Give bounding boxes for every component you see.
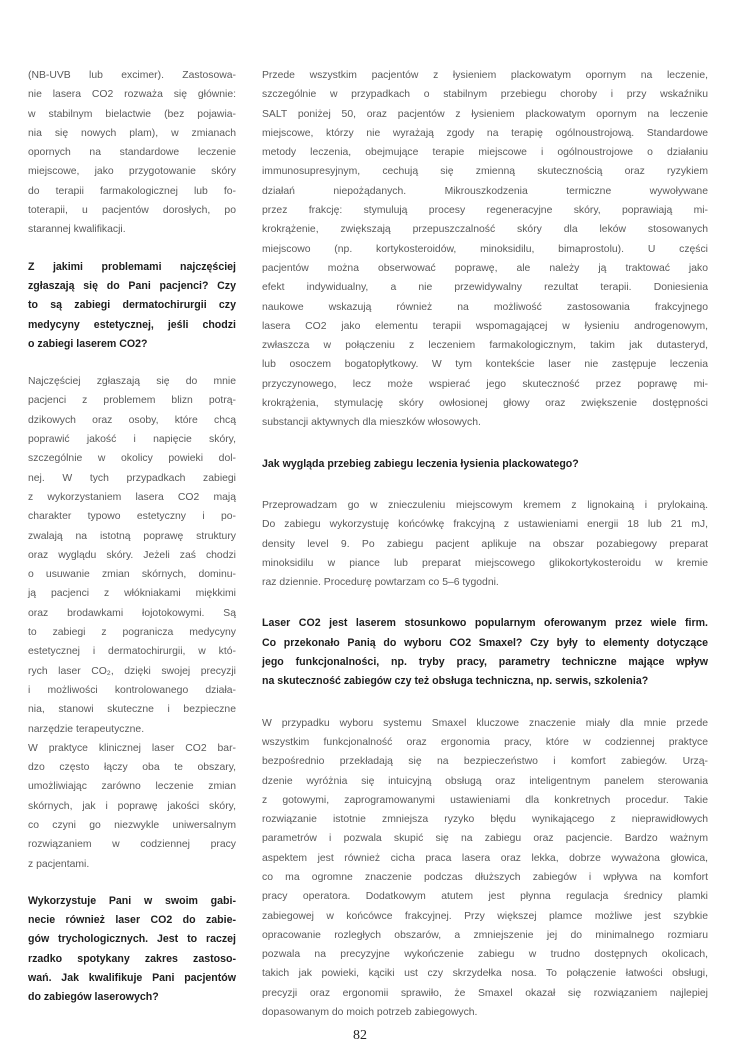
text-line: lub osoczem bogatopłytkowy. W tym kontekście laser nie zastępuje leczenia [262,359,708,371]
text-line: estetycznej i dermatochirurgii, w któ- [28,646,236,658]
text-line: Co przekonało Panią do wyboru CO2 Smaxel? Czy były to elementy dotyczące [262,636,708,649]
text-line: rzadko spotykany zakres zastoso- [28,952,236,965]
text-line: pozwala na precyzyjne wykończenie zabiegu w trudno dostępnych okolicach, [262,949,708,961]
text-line: szczególnie w okolicy powieki dol- [28,453,236,465]
text-line: wszystkim funkcjonalność oraz ergonomia pracy, które w codziennej praktyce [262,736,708,748]
text-line: Do zabiegu wykorzystuję końcówkę frakcyjną z ustawieniami energii 18 lub 21 mJ, [262,519,708,531]
text-line: to są zabiegi dermatochirurgii czy [28,299,236,312]
text-line: W praktyce klinicznej laser CO2 bar- [28,742,236,754]
text-line: charakter typowo estetyczny i po- [28,511,236,523]
text-line: starannej kwalifikacji. [28,224,126,236]
text-line: z pacjentami. [28,858,90,870]
text-line: co czyni go niezwykle uniwersalnym [28,819,236,831]
text-line: co ma ogromne znaczenie podczas dłuższych zabiegów i wpływa na komfort [262,871,708,883]
text-line: Przede wszystkim pacjentów z łysieniem plackowatym opornym na leczenie, [262,70,708,81]
text-line: parametrów i pozwala skupić się na zabiegu oraz pacjencie. Bardzo ważnym [262,833,708,845]
text-line: (NB-UVB lub excimer). Zastosowa- [28,70,236,81]
text-line: dopasowanym do moich potrzeb zabiegowych. [262,1007,478,1019]
text-line: toterapii, u pacjentów dorosłych, po [28,205,236,217]
text-line: medycyny estetycznej, jeśli chodzi [28,318,236,331]
text-line: takich jak powieki, kąciki ust czy skrzydełka nosa. To połączenie łatwości obsługi, [262,968,708,980]
text-line: pacjenci z problemem blizn potrą- [28,395,236,407]
text-line: z wykorzystaniem lasera CO2 mają [28,491,236,503]
text-line: miejscowo (np. kortykosteroidów, minoksidilu, bimaprostolu). U części [262,243,708,255]
text-line: działań niepożądanych. Mikrouszkodzenia termiczne wywoływane [262,185,708,197]
text-line: o zabiegi laserem CO2? [28,337,148,350]
text-line: o usuwanie zmian skórnych, dominu- [28,569,236,581]
text-line: metody leczenia, obejmujące terapie miejscowe i ogólnoustrojowe o działaniu [262,147,708,159]
text-line: lasera CO2 jako elementu terapii wspomagającej w łysieniu androgenowym, [262,320,708,332]
text-line: precyzji oraz ergonomii sprawiło, że Smaxel okazał się rozwiązaniem najlepiej [262,987,708,999]
text-line: gów trychologicznych. Jest to raczej [28,933,236,946]
text-line: aspektem jest również cicha praca lasera oraz lekka, dobrze wyważona głowica, [262,852,708,864]
page-number: 82 [353,1028,367,1043]
text-line: skórnych, jak i poprawę jakości skóry, [28,800,236,812]
text-line: rozwiązanie istotnie zmniejsza ryzyko błędu wynikającego z nieprawidłowych [262,814,708,826]
text-line: na skuteczność zabiegów czy też obsługa techniczna, np. serwis, szkolenia? [262,675,649,688]
text-line: nej. W tych przypadkach zabiegi [28,472,236,484]
text-line: szczególnie w przypadkach o stabilnym przebiegu choroby i przy wskaźniku [262,89,708,101]
text-line: z gotowymi, zaprogramowanymi ustawieniami dla konkretnych procedur. Takie [262,794,708,806]
paragraph [262,66,708,433]
text-line: rozwiązaniem w codziennej pracy [28,839,236,851]
text-line: naukowe wskazują również na możliwość zastosowania frakcyjnego [262,301,708,313]
text-line: Przeprowadzam go w znieczuleniu miejscowym kremem z lignokainą i prylokainą. [262,499,708,511]
text-line: Laser CO2 jest laserem stosunkowo popularnym oferowanym przez wiele firm. [262,617,708,630]
text-line: efekt indywidualny, a nie przewidywalny rezultat terapii. Doniesienia [262,282,708,294]
text-line: oraz brodawkami łojotokowymi. Są [28,607,236,619]
text-line: miejscowe, jako przygotowanie skóry [28,166,236,178]
text-line: wań. Jak kwalifikuje Pani pacjentów [28,972,236,985]
text-line: density level 9. Po zabiegu pacjent aplikuje na obszar pozabiegowy preparat [262,538,708,550]
text-line: umożliwiając zarówno leczenie zmian [28,781,236,793]
section-heading [262,455,708,474]
text-line: dzenie wyróżnia się intuicyjną obsługą oraz inteligentnym panelem sterowania [262,775,708,787]
paragraph [28,372,236,739]
text-line: nia, stanowi skuteczne i bezpieczne [28,704,236,716]
text-line: zwalają na istotną poprawę struktury [28,530,236,542]
text-line: Najczęściej zgłaszają się do mnie [28,376,236,388]
interview-question [28,892,236,1008]
text-line: dzikowych oraz osoby, które chcą [28,414,236,426]
text-line: Z jakimi problemami najczęściej [28,260,236,273]
text-line: zgłaszają się do Pani pacjenci? Czy [28,279,236,292]
text-line: Wykorzystuje Pani w swoim gabi- [28,894,236,907]
text-line: necie również laser CO2 do zabie- [28,914,236,927]
text-line: poprawić jakość i napięcie skóry, [28,434,236,446]
text-line: substancji aktywnych dla mieszków włosowych. [262,417,481,429]
text-line: minoksidilu w piance lub preparat miejscowego glikokortykosteroidu w kremie [262,557,708,569]
text-line: opracowanie rozległych obszarów, a zmniejszenie jej do minimalnego rozmiaru [262,929,708,941]
text-line: opornych na standardowe leczenie [28,147,236,159]
interview-question [28,258,236,354]
text-line: oraz wyglądu skóry. Jeżeli zaś chodzi [28,549,236,561]
text-line: pacjentów można obserwować poprawę, ale należy ją traktować jako [262,262,708,274]
paragraph [262,496,708,592]
text-line: przez frakcję: stymulują procesy regeneracyjne skóry, poprawiają mi- [262,205,708,217]
text-line: narzędzie terapeutyczne. [28,723,145,735]
text-line: immunosupresyjnym, cechują się zmienną skutecznością oraz ryzykiem [262,166,708,178]
text-line: nia się nowych plam), w zmianach [28,127,236,139]
text-line: W przypadku wyboru systemu Smaxel kluczowe znaczenie miały dla mnie przede [262,717,708,729]
interview-question [262,614,708,691]
text-line: do terapii farmakologicznej lub fo- [28,185,236,197]
text-line: i możliwości kontrolowanego działa- [28,684,236,696]
text-line: to zabiegi z pogranicza medycyny [28,627,236,639]
paragraph [262,714,708,1023]
text-line: Jak wygląda przebieg zabiegu leczenia łysienia plackowatego? [262,457,579,470]
text-line: raz dziennie. Procedurę powtarzam co 5–6 tygodni. [262,577,499,589]
text-line: jego funkcjonalności, np. tryby pracy, parametry techniczne mające wpływ [262,656,708,669]
text-line: zabiegowej w końcówce frakcyjnej. Przy większej plamce możliwe jest szybkie [262,910,708,922]
right-column [262,66,708,1022]
text-line: ją pacjenci z włókniakami miękkimi [28,588,236,600]
text-line: zwłaszcza w połączeniu z leczeniem farmakologicznym, takim jak dutasteryd, [262,340,708,352]
text-line: bezpośrednio przekładają się na bezpieczeństwo i komfort zabiegów. Urzą- [262,756,708,768]
text-line: SALT poniżej 50, oraz pacjentów z łysieniem plackowatym opornym na leczenie [262,108,708,120]
text-line: krokrążenia, stymulację skóry owłosionej głowy oraz zwiększenie dostępności [262,398,708,410]
paragraph [28,66,236,240]
text-line: pracy operatora. Dodatkowym atutem jest płynna regulacja średnicy plamki [262,891,708,903]
text-line: nie lasera CO2 rozważa się głównie: [28,89,236,101]
text-line: krokrążenie, zwiększają przepuszczalność skóry dla leków stosowanych [262,224,708,236]
paragraph [28,739,236,874]
text-line: miejscowe, którzy nie wyrażają zgody na terapię ogólnoustrojową. Standardowe [262,127,708,139]
text-line: do zabiegów laserowych? [28,991,159,1004]
left-column [28,66,236,1008]
text-line: przyczynowego, lecz może wspierać jego skuteczność przez poprawę mi- [262,378,708,390]
text-line: dzo często łączy oba te obszary, [28,762,236,774]
text-line: rych laser CO₂, dzięki swojej precyzji [28,665,236,677]
text-line: w stabilnym bielactwie (bez pojawia- [28,108,236,120]
